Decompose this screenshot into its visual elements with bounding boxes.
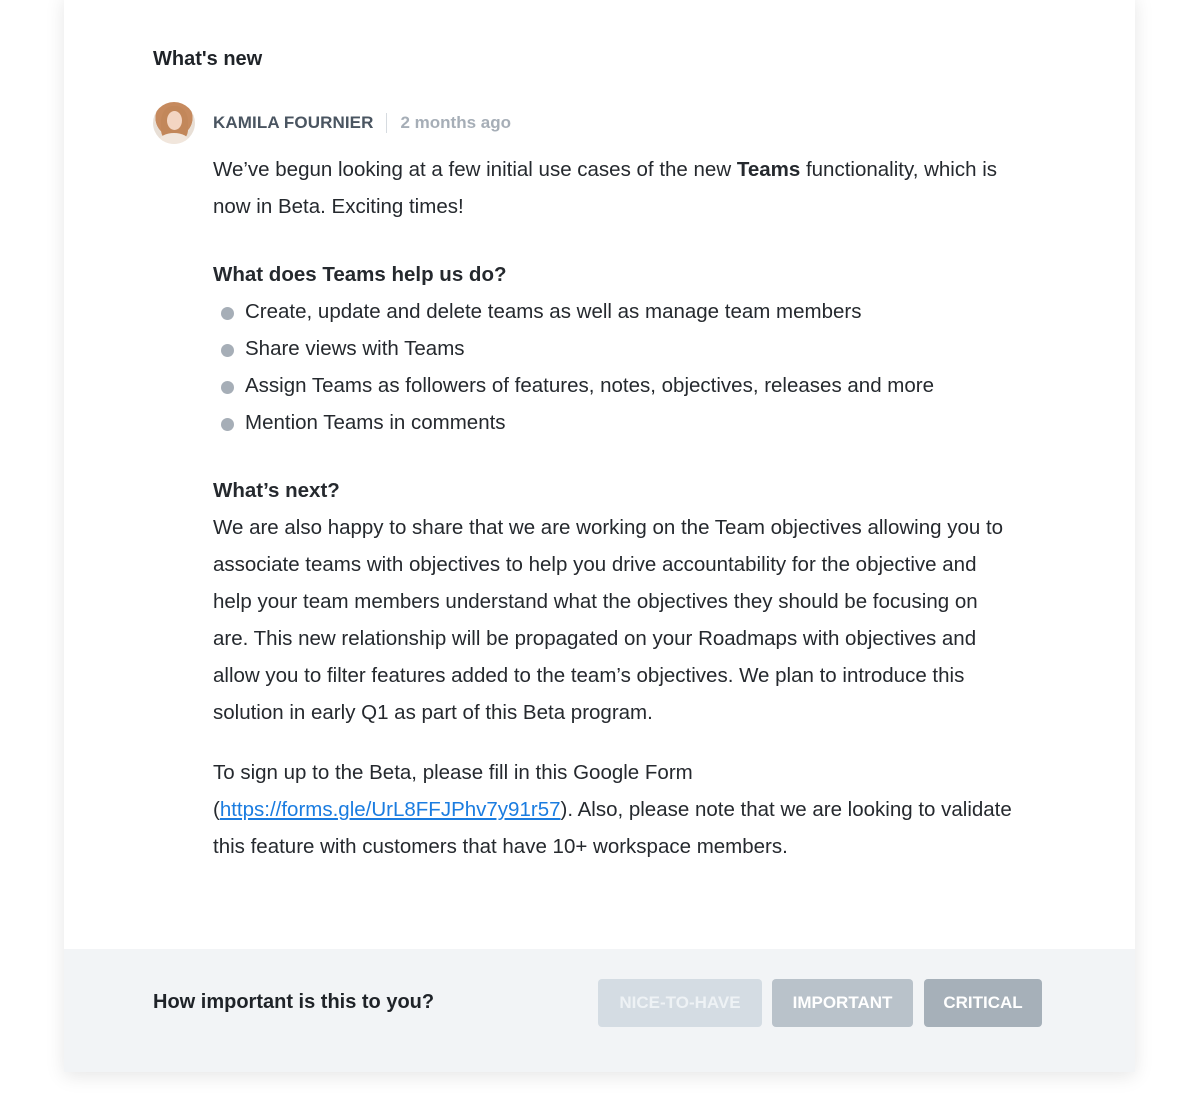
card-body [64,0,1135,949]
author-row [153,101,511,145]
teams-highlight: Teams [736,158,801,181]
whats-new-card [64,0,1135,1072]
divider [386,113,387,133]
intro-paragraph: We’ve begun looking at a few initial use cases of the new Teams functionality, which is now in Beta. Exciting times! [213,158,997,218]
next-heading: What’s next? [213,479,340,502]
avatar[interactable] [153,102,195,144]
next-paragraph: We are also happy to share that we are working on the Team objectives allowing you to associate teams with objectives to help you drive accountability for the objective and help your team members understand what the objectives they should be focusing on are. This new relationship will be propagated on your Roadmaps with objectives and allow you to filter features added to the team’s objectives. We plan to introduce this solution in early Q1 as part of this Beta program. [213,516,1004,724]
list-item: Create, update and delete teams as well as manage team members [213,293,1013,330]
section-title: What's new [153,48,263,70]
post-content [213,151,1013,865]
bullet-dot-icon [221,418,234,431]
list-item: Mention Teams in comments [213,404,1013,441]
bullet-dot-icon [221,381,234,394]
list-item: Share views with Teams [213,330,1013,367]
feature-list [213,293,1013,441]
nice-to-have-button[interactable]: NICE-TO-HAVE [598,979,762,1027]
list-item: Assign Teams as followers of features, notes, objectives, releases and more [213,367,1013,404]
important-button[interactable]: IMPORTANT [772,979,913,1027]
bullet-dot-icon [221,307,234,320]
google-form-link[interactable]: https://forms.gle/UrL8FFJPhv7y91r57 [219,798,561,821]
bullet-dot-icon [221,344,234,357]
critical-button[interactable]: CRITICAL [924,979,1042,1027]
author-name[interactable]: KAMILA FOURNIER [213,113,374,132]
post-timestamp: 2 months ago [400,113,511,132]
importance-footer [64,949,1135,1072]
importance-question: How important is this to you? [153,991,435,1013]
signup-paragraph: To sign up to the Beta, please fill in this Google Form (https://forms.gle/UrL8FFJPhv7y91r57). Also, please note that we are looking to validate this feature with customers that have 10+ workspace members. [213,761,1012,858]
help-heading: What does Teams help us do? [213,263,507,286]
